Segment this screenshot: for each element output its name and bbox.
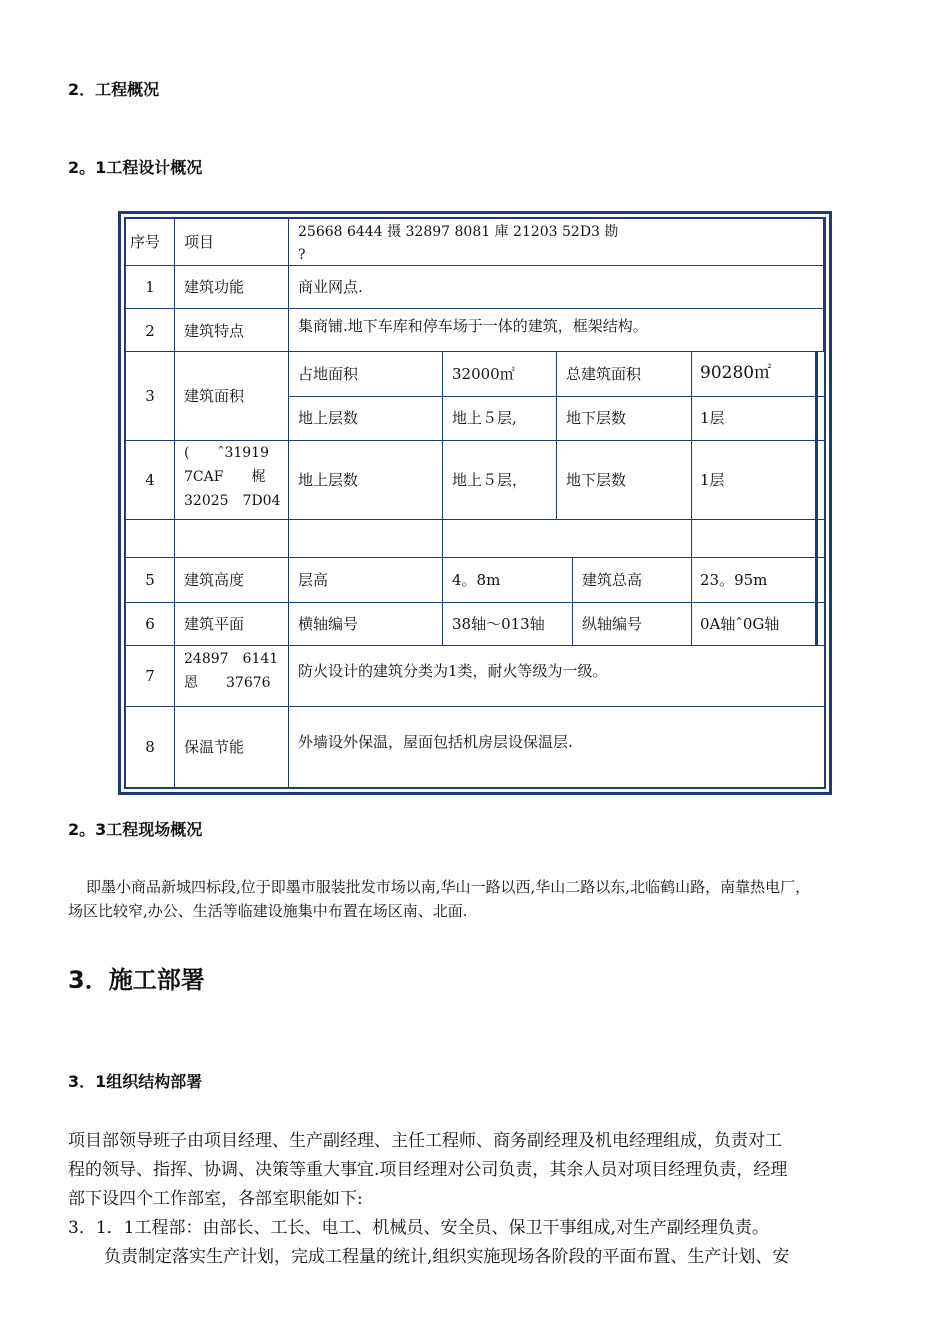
table-row-divider: [126, 440, 824, 441]
table-row-divider: [126, 557, 824, 558]
table-header-desc-2: ?: [298, 247, 306, 263]
table-row-divider: [288, 706, 824, 707]
row-5-c1: 层高: [298, 571, 329, 589]
table-col-divider: [691, 351, 692, 557]
row-4-item-1: ( ˆ31919: [184, 445, 269, 461]
table-col-divider: [442, 519, 443, 557]
row-5-c2: 4。8m: [452, 571, 501, 589]
row-4-c3: 地下层数: [566, 471, 627, 489]
row-3-b3: 地下层数: [566, 409, 627, 427]
table-row-divider: [126, 602, 824, 603]
row-7-item-1: 24897 6141: [184, 651, 279, 667]
row-6-c3: 纵轴编号: [582, 615, 643, 633]
row-4-no: 4: [145, 471, 155, 489]
org-paragraph-line-1: 项目部领导班子由项目经理、生产副经理、主任工程师、商务副经理及机电经理组成，负责对工: [68, 1131, 782, 1151]
row-1-content: 商业网点.: [298, 278, 363, 296]
row-4-c4: 1层: [700, 471, 725, 489]
row-8-no: 8: [145, 738, 155, 756]
row-8-item: 保温节能: [184, 738, 245, 756]
org-paragraph-line-3: 部下设四个工作部室，各部室职能如下:: [68, 1189, 363, 1209]
table-header-desc: 25668 6444 摄 32897 8081 庫 21203 52D3 勘: [298, 224, 619, 240]
row-7-item-2: 恩 37676: [184, 675, 271, 691]
row-1-item: 建筑功能: [184, 278, 245, 296]
row-3-item: 建筑面积: [184, 387, 245, 405]
table-col-divider: [442, 351, 443, 519]
row-6-c4: 0A轴ˆ0G轴: [700, 615, 780, 633]
row-4-c1: 地上层数: [298, 471, 359, 489]
table-row-divider: [126, 308, 824, 309]
table-col-divider: [174, 219, 175, 787]
table-row-divider: [126, 519, 824, 520]
row-6-c2: 38轴～013轴: [452, 615, 545, 633]
table-row-divider: [126, 265, 824, 266]
row-6-item: 建筑平面: [184, 615, 245, 633]
table-header-no: 序号: [130, 233, 161, 251]
heading-project-overview: 2．工程概况: [68, 80, 160, 99]
row-2-content: 集商铺.地下车库和停车场于一体的建筑，框架结构。: [298, 317, 648, 335]
row-5-c3: 建筑总高: [582, 571, 643, 589]
heading-design-overview: 2。1工程设计概况: [68, 158, 203, 177]
table-col-divider: [288, 219, 289, 787]
row-4-c2: 地上５层，: [452, 471, 528, 489]
table-right-rule: [815, 351, 818, 646]
table-col-divider: [572, 557, 573, 645]
table-row-divider: [126, 645, 824, 646]
table-row-divider: [126, 706, 288, 707]
row-3-a3: 总建筑面积: [566, 365, 642, 383]
row-2-item: 建筑特点: [184, 322, 245, 340]
row-1-no: 1: [145, 278, 155, 296]
heading-construction-deployment: 3．施工部署: [68, 966, 205, 994]
row-4-item-3: 32025 7D04: [184, 493, 281, 509]
row-7-no: 7: [145, 667, 155, 685]
row-7-content: 防火设计的建筑分类为1类，耐火等级为一级。: [298, 662, 608, 680]
row-6-c1: 横轴编号: [298, 615, 359, 633]
row-3-a4: 90280㎡: [700, 363, 772, 383]
row-3-b2: 地上５层,: [452, 409, 517, 427]
heading-site-overview: 2。3工程现场概况: [68, 820, 203, 839]
row-2-no: 2: [145, 322, 155, 340]
row-3-b4: 1层: [700, 409, 725, 427]
table-col-divider: [691, 557, 692, 645]
row-3-a1: 占地面积: [298, 365, 359, 383]
row-4-item-2: 7CAF 梶: [184, 469, 266, 485]
row-5-no: 5: [145, 571, 155, 589]
row-6-no: 6: [145, 615, 155, 633]
table-col-divider: [556, 351, 557, 519]
site-paragraph-line-1: 即墨小商品新城四标段,位于即墨市服装批发市场以南,华山一路以西,华山二路以东,北临鹤山路，南靠热电厂，: [86, 878, 811, 896]
table-row-divider: [126, 351, 824, 352]
table-col-divider: [442, 557, 443, 645]
row-3-no: 3: [145, 387, 155, 405]
item-3-1-1-description: 负责制定落实生产计划，完成工程量的统计,组织实施现场各阶段的平面布置、生产计划、安: [104, 1247, 790, 1267]
org-paragraph-line-2: 程的领导、指挥、协调、决策等重大事宜.项目经理对公司负责，其余人员对项目经理负责，经理: [68, 1160, 788, 1180]
row-3-a2: 32000㎡: [452, 365, 515, 383]
table-header-item: 项目: [184, 233, 215, 251]
heading-organization-structure: 3．1组织结构部署: [68, 1072, 203, 1091]
row-8-content: 外墙设外保温，屋面包括机房层设保温层.: [298, 733, 573, 751]
row-3-b1: 地上层数: [298, 409, 359, 427]
row-5-c4: 23。95m: [700, 571, 768, 589]
row-5-item: 建筑高度: [184, 571, 245, 589]
item-3-1-1: 3．1．1工程部：由部长、工长、电工、机械员、安全员、保卫干事组成,对生产副经理负责。: [68, 1218, 769, 1238]
site-paragraph-line-2: 场区比较窄,办公、生活等临建设施集中布置在场区南、北面.: [68, 902, 468, 920]
table-right-rule: [823, 219, 826, 352]
